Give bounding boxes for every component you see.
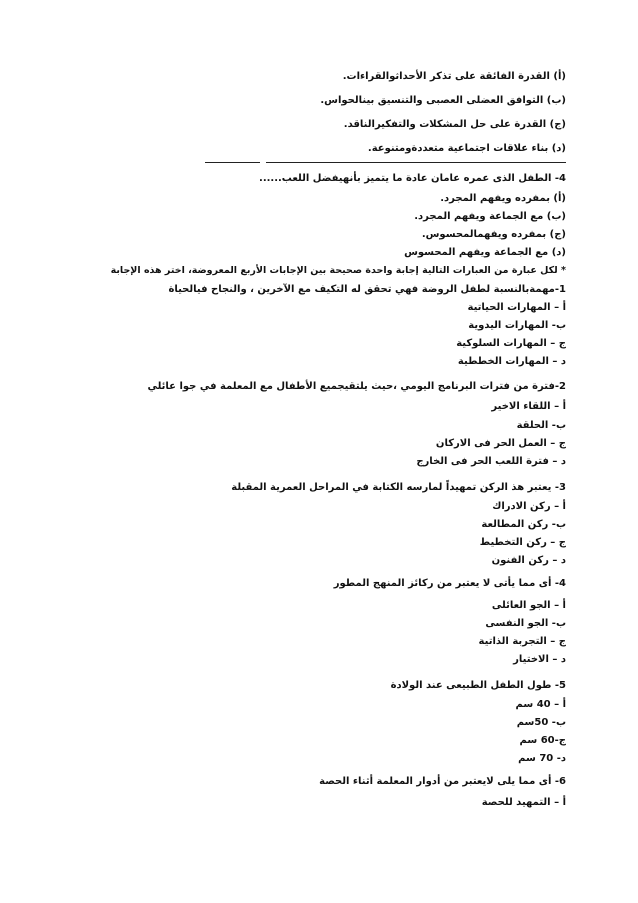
list-item: أ – المهارات الحياتية: [467, 302, 566, 313]
question-title: 3- يعتبر هذ الركن تمهيداً لمارسه الكتابة في المراحل العمرية المقبلة: [231, 482, 566, 493]
list-item: د – فترة اللعب الحر فى الخارج: [416, 456, 566, 467]
list-item: (د) بناء علاقات اجتماعية متعددةومتنوعة.: [367, 143, 566, 154]
list-item: ب- 50سم: [516, 717, 566, 728]
list-item: د – ركن الفنون: [491, 555, 566, 566]
list-item: أ – 40 سم: [515, 699, 566, 710]
question-title: 2-فترة من فترات البرنامج اليومي ،حيث يلتقيجميع الأطفال مع المعلمة في جوا عائلي: [147, 381, 566, 392]
list-item: ج – العمل الحر فى الاركان: [435, 438, 566, 449]
list-item: أ – الجو العائلى: [491, 600, 566, 611]
list-item: د – المهارات الخططية: [457, 356, 566, 367]
question-title: 4- أى مما يأتى لا يعتبر من ركائز المنهج المطور: [333, 578, 566, 589]
list-item: (د) مع الجماعة ويفهم المحسوس: [404, 247, 566, 258]
list-item: د- 70 سم: [518, 753, 566, 764]
list-item: ب- ركن المطالعة: [481, 519, 566, 530]
list-item: أ – اللقاء الاخير: [491, 401, 566, 412]
instruction-text: * لكل عبارة من العبارات التالية إجابة واحدة صحيحة بين الإجابات الأربع المعروضة، اختر هذه الإجابة: [110, 265, 566, 276]
list-item: أ – التمهيد للحصة: [481, 797, 566, 808]
list-item: ج-60 سم: [519, 735, 566, 746]
list-item: (ج) بمفرده ويفهمالمحسوس.: [421, 229, 566, 240]
list-item: أ – ركن الادراك: [492, 501, 566, 512]
list-item: ج – التجربة الذاتية: [478, 636, 566, 647]
question-title: 6- أى مما يلى لايعتبر من أدوار المعلمة أثناء الحصة: [319, 776, 566, 787]
question-title: 1-مهمةبالنسبة لطفل الروضة فهي تحقق له التكيف مع الآخرين ، والنجاح فيالحياة: [168, 284, 566, 295]
list-item: د – الاختيار: [513, 654, 566, 665]
list-item: (أ) القدرة الفائقة على تذكر الأحداثوالقراءات.: [342, 71, 566, 82]
list-item: (ج) القدرة على حل المشكلات والتفكيرالناقد.: [343, 119, 566, 130]
list-item: ب- المهارات اليدوية: [468, 320, 566, 331]
list-item: (أ) بمفرده ويفهم المجرد.: [440, 193, 566, 204]
list-item: (ب) التوافق العضلى العصبى والتنسيق بينالحواس.: [320, 95, 566, 106]
list-item: (ب) مع الجماعة ويفهم المجرد.: [414, 211, 566, 222]
list-item: ب- الحلقة: [516, 420, 566, 431]
separator-line: [205, 162, 566, 163]
list-item: ج – ركن التخطيط: [479, 537, 566, 548]
list-item: ج – المهارات السلوكية: [456, 338, 566, 349]
question-title: 5- طول الطفل الطبيعى عند الولادة: [390, 680, 566, 691]
list-item: ب- الجو النفسى: [485, 618, 566, 629]
question-title: 4- الطفل الذى عمره عامان عادة ما يتميز بأنهيفضل اللعب......: [259, 173, 566, 184]
